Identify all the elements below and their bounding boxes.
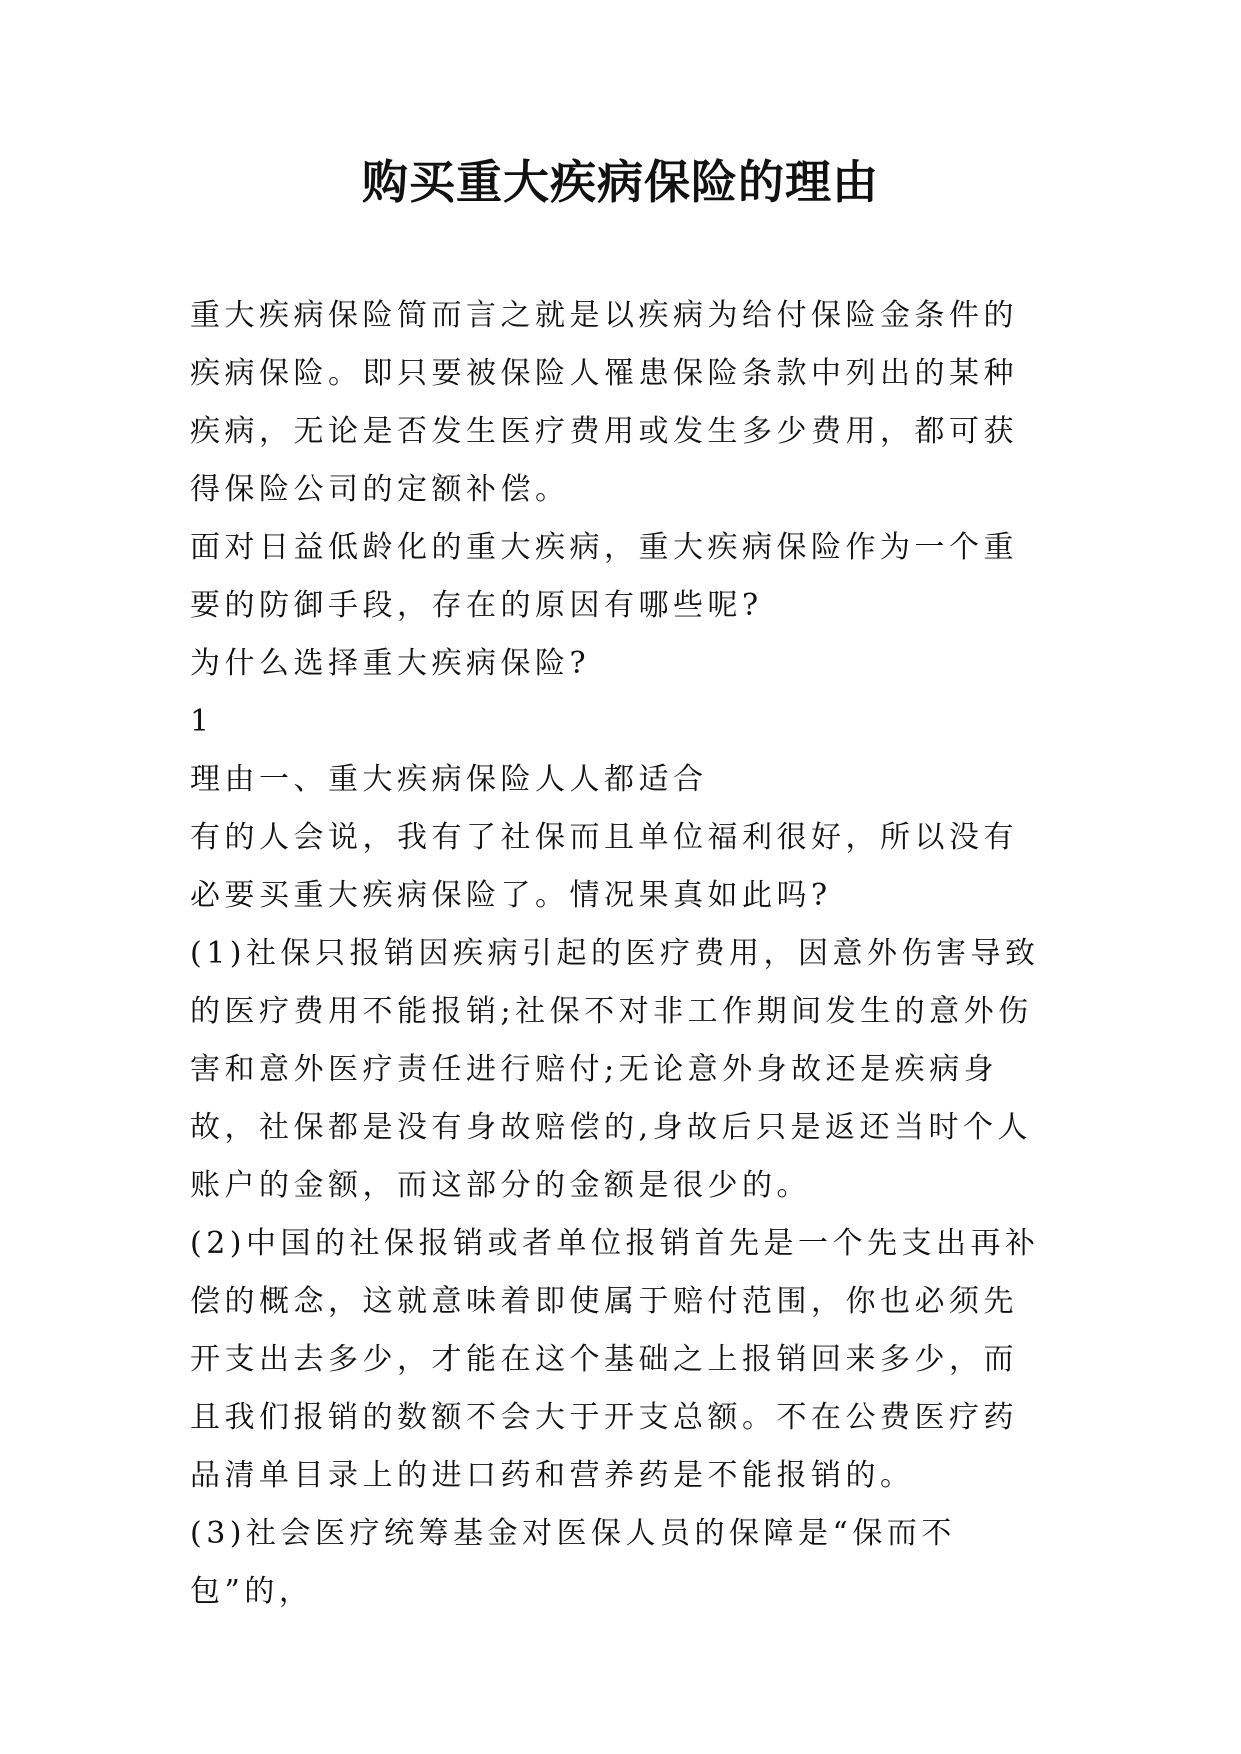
paragraph-point-2: (2)中国的社保报销或者单位报销首先是一个先支出再补偿的概念，这就意味着即使属于赔付范围，你也必须先开支出去多少，才能在这个基础之上报销回来多少，而且我们报销的数额不会大于开支总额。不在公费医疗药品清单目录上的进口药和营养药是不能报销的。 (190, 1226, 1040, 1493)
paragraph-why-choose: 为什么选择重大疾病保险? (190, 646, 591, 681)
paragraph-point-3: (3)社会医疗统筹基金对医保人员的保障是“保而不包”的， (190, 1516, 956, 1609)
section-heading-reason-one: 理由一、重大疾病保险人人都适合 (190, 762, 708, 797)
paragraph-point-1: (1)社保只报销因疾病引起的医疗费用，因意外伤害导致的医疗费用不能报销;社保不对非工作期间发生的意外伤害和意外医疗责任进行赔付;无论意外身故还是疾病身故，社保都是没有身故赔偿的,身故后只是返还当时个人账户的金额，而这部分的金额是很少的。 (190, 936, 1040, 1203)
document-body (190, 287, 1050, 1621)
document-title: 购买重大疾病保险的理由 (362, 155, 879, 209)
paragraph-definition: 重大疾病保险简而言之就是以疾病为给付保险金条件的疾病保险。即只要被保险人罹患保险条款中列出的某种疾病，无论是否发生医疗费用或发生多少费用，都可获得保险公司的定额补偿。 (190, 298, 1018, 507)
paragraph-social-insurance-question: 有的人会说，我有了社保而且单位福利很好，所以没有必要买重大疾病保险了。情况果真如此吗? (190, 820, 1018, 913)
section-number: 1 (190, 704, 214, 739)
paragraph-question-reasons: 面对日益低龄化的重大疾病，重大疾病保险作为一个重要的防御手段，存在的原因有哪些呢? (190, 530, 1018, 623)
